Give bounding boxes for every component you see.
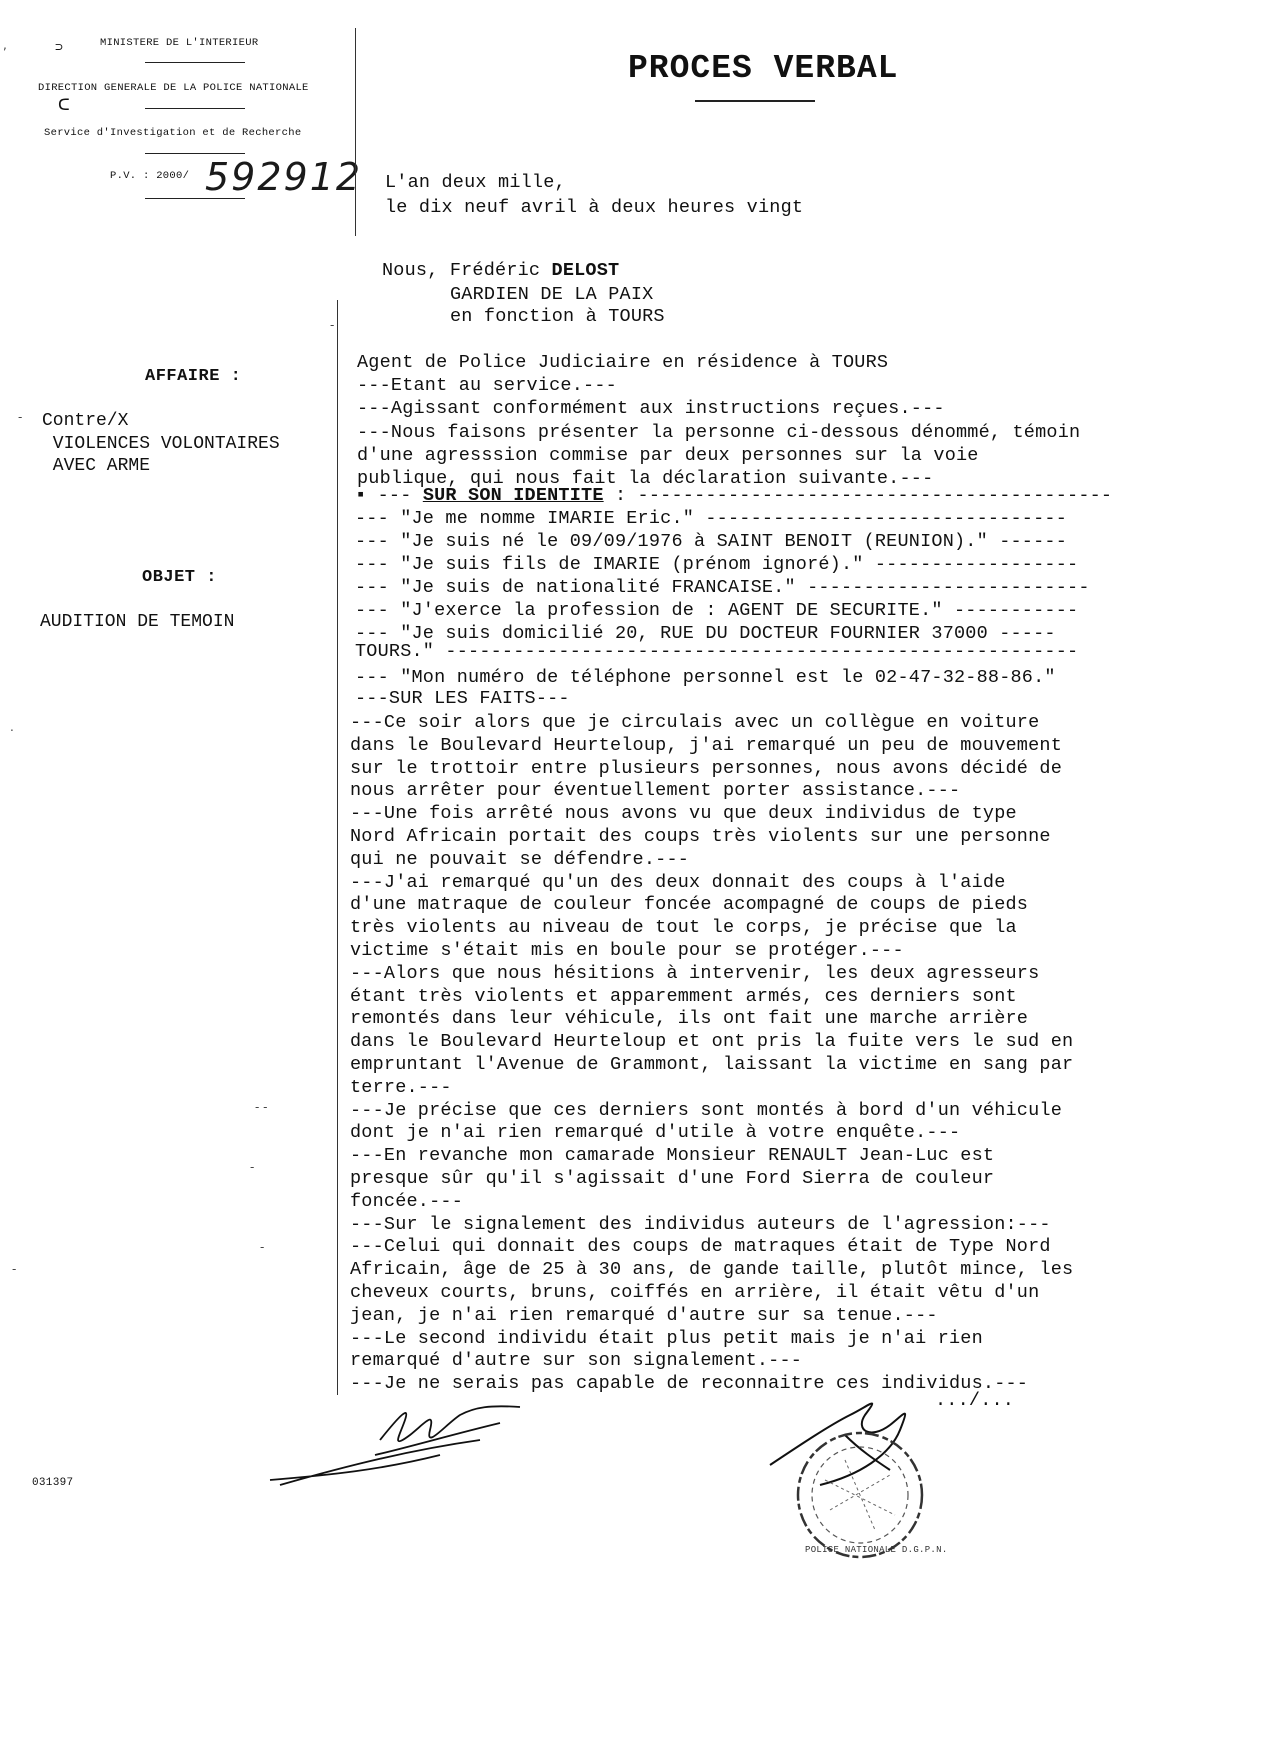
service-label: Service d'Investigation et de Recherche <box>44 127 302 139</box>
faits-line: ---Alors que nous hésitions à intervenir, les deux agresseurs <box>350 962 1040 984</box>
body-line: ---Nous faisons présenter la personne ci-dessous dénommé, témoin <box>357 422 1081 443</box>
faits-line: presque sûr qu'il s'agissait d'une Ford Sierra de couleur <box>350 1168 995 1189</box>
identite-prefix: ▪ --- <box>355 485 423 506</box>
signature-witness <box>260 1395 560 1495</box>
body-line: publique, qui nous fait la déclaration suivante.--- <box>357 468 934 489</box>
scan-speck: - - <box>255 1100 268 1114</box>
faits-line: cheveux courts, bruns, coiffés en arrière, il était vêtu d'un <box>350 1282 1040 1303</box>
body-line: ---Etant au service.--- <box>357 375 617 396</box>
faits-line: nous arrêter pour éventuellement porter assistance.--- <box>350 780 961 802</box>
faits-line: Nord Africain portait des coups très violents sur une personne <box>350 826 1051 847</box>
page-title: PROCES VERBAL <box>628 50 899 87</box>
faits-line: très violents au niveau de tout le corps, je précise que la <box>350 917 1017 939</box>
faits-line: jean, je n'ai rien remarqué d'autre sur sa tenue.--- <box>350 1304 938 1326</box>
faits-line: foncée.--- <box>350 1190 464 1212</box>
affaire-heading: AFFAIRE : <box>145 367 242 386</box>
faits-line: Africain, âge de 25 à 30 ans, de gande taille, plutôt mince, les <box>350 1259 1074 1281</box>
footer-code: 031397 <box>32 1477 74 1489</box>
date-line-2: le dix neuf avril à deux heures vingt <box>385 197 804 218</box>
faits-line: remontés dans leur véhicule, ils ont fait une marche arrière <box>350 1008 1029 1030</box>
faits-line: ---Le second individu était plus petit mais je n'ai rien <box>350 1327 983 1349</box>
objet-text: AUDITION DE TEMOIN <box>40 612 235 632</box>
identite-line: --- "Je suis fils de IMARIE (prénom ignoré)." ------------------ <box>355 554 1079 575</box>
ministry-mark: ⊃ <box>55 40 64 55</box>
faits-line: ---Sur le signalement des individus auteurs de l'agression:--- <box>350 1213 1051 1235</box>
body-line: d'une agresssion commise par deux personnes sur la voie <box>357 445 979 466</box>
officer-lastname: DELOST <box>551 260 620 281</box>
faits-line: sur le trottoir entre plusieurs personnes, nous avons décidé de <box>350 757 1063 779</box>
officer-grade: GARDIEN DE LA PAIX <box>450 284 654 305</box>
body-line: ---Agissant conformément aux instructions reçues.--- <box>357 398 945 419</box>
faits-line: ---Une fois arrêté nous avons vu que deux individus de type <box>350 803 1017 825</box>
scan-speck: - <box>12 1262 17 1276</box>
faits-line: étant très violents et apparemment armés, ces derniers sont <box>350 985 1017 1007</box>
faits-line: ---Ce soir alors que je circulais avec un collègue en voiture <box>350 712 1040 733</box>
affaire-line-2: VIOLENCES VOLONTAIRES <box>42 434 280 454</box>
direction-mark: ᑕ <box>58 97 70 115</box>
rule-3 <box>145 153 245 154</box>
identite-suffix: : ------------------------------------------ <box>603 485 1113 506</box>
scan-speck: . <box>10 720 14 734</box>
rule-4 <box>145 198 245 199</box>
faits-line: empruntant l'Avenue de Grammont, laissant la victime en sang par <box>350 1054 1074 1075</box>
faits-line: dans le Boulevard Heurteloup, j'ai remarqué un peu de mouvement <box>350 734 1063 756</box>
faits-line: ---Celui qui donnait des coups de matraques était de Type Nord <box>350 1236 1051 1258</box>
identite-line: --- "Je me nomme IMARIE Eric." -------------------------------- <box>355 508 1068 529</box>
identite-heading-line <box>355 485 1112 507</box>
faits-line: ---Je précise que ces derniers sont montés à bord d'un véhicule <box>350 1099 1063 1121</box>
affaire-line-1: Contre/X <box>42 411 129 431</box>
faits-line: remarqué d'autre sur son signalement.--- <box>350 1350 803 1372</box>
margin-rule-top <box>355 28 356 236</box>
identite-line: --- "Je suis de nationalité FRANCAISE." ------------------------- <box>355 577 1090 598</box>
faits-line: ---En revanche mon camarade Monsieur RENAULT Jean-Luc est <box>350 1145 995 1167</box>
scan-speck: , <box>3 38 7 52</box>
identite-line: --- "Je suis né le 09/09/1976 à SAINT BENOIT (REUNION)." ------ <box>355 531 1068 552</box>
identite-heading: SUR SON IDENTITE <box>422 485 604 506</box>
scan-speck: - <box>260 1240 265 1254</box>
title-underline <box>695 100 815 102</box>
scan-speck: - <box>250 1160 255 1174</box>
scan-speck: - <box>18 410 23 424</box>
identite-line: --- "Mon numéro de téléphone personnel est le 02-47-32-88-86." <box>355 667 1056 688</box>
rule-1 <box>145 62 245 63</box>
ministere-label: MINISTERE DE L'INTERIEUR <box>100 37 259 49</box>
pv-number-handwritten: 592912 <box>205 155 363 199</box>
faits-line: terre.--- <box>350 1076 452 1098</box>
date-line-1: L'an deux mille, <box>385 172 566 193</box>
body-line: Agent de Police Judiciaire en résidence à TOURS <box>357 352 889 373</box>
affaire-line-3: AVEC ARME <box>42 456 151 476</box>
rule-2 <box>145 108 245 109</box>
officer-firstname: Frédéric <box>449 260 552 281</box>
pv-prefix: P.V. : 2000/ <box>110 170 190 182</box>
continuation-mark: .../... <box>935 1390 1015 1411</box>
identite-line: --- "Je suis domicilié 20, RUE DU DOCTEUR FOURNIER 37000 ----- <box>355 623 1056 644</box>
margin-rule-main <box>337 300 338 1395</box>
objet-heading: OBJET : <box>142 568 217 587</box>
officer-fonction: en fonction à TOURS <box>450 306 665 327</box>
identite-line: TOURS." -------------------------------------------------------- <box>355 641 1079 662</box>
faits-line: dans le Boulevard Heurteloup et ont pris la fuite vers le sud en <box>350 1031 1074 1053</box>
identite-line: --- "J'exerce la profession de : AGENT DE SECURITE." ----------- <box>355 600 1079 621</box>
officer-line <box>382 260 619 282</box>
scan-speck: - <box>330 318 335 332</box>
stamp-text: POLICE NATIONALE D.G.P.N. <box>805 1545 948 1555</box>
faits-line: dont je n'ai rien remarqué d'utile à votre enquête.--- <box>350 1122 961 1144</box>
nous-label: Nous, <box>382 260 450 281</box>
faits-line: ---J'ai remarqué qu'un des deux donnait des coups à l'aide <box>350 871 1006 893</box>
faits-line: ---Je ne serais pas capable de reconnaitre ces individus.--- <box>350 1373 1029 1395</box>
faits-line: victime s'était mis en boule pour se protéger.--- <box>350 940 904 961</box>
faits-heading: ---SUR LES FAITS--- <box>355 688 570 709</box>
faits-line: qui ne pouvait se défendre.--- <box>350 848 690 870</box>
faits-line: d'une matraque de couleur foncée acompagné de coups de pieds <box>350 894 1029 916</box>
direction-label: DIRECTION GENERALE DE LA POLICE NATIONALE <box>38 82 309 94</box>
